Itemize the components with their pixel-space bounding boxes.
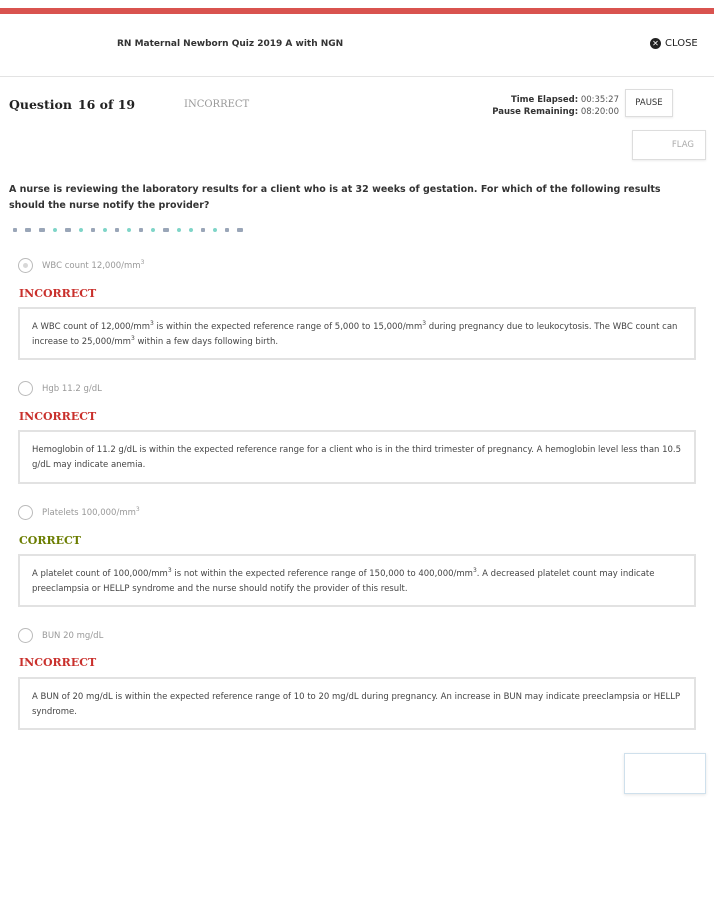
question-dot[interactable] (39, 228, 45, 232)
question-dot[interactable] (177, 228, 181, 232)
answer-option-label: Hgb 11.2 g/dL (42, 383, 102, 394)
time-elapsed-label: Time Elapsed: (510, 95, 579, 105)
timer (492, 94, 619, 118)
answer-explanation: A BUN of 20 mg/dL is within the expected reference range of 10 to 20 mg/dL during pregnancy. An increase in BUN may indicate preeclampsia or HELLP syndrome. (18, 677, 696, 730)
flag-button[interactable]: FLAG (632, 130, 706, 160)
close-icon: ✕ (650, 38, 661, 49)
question-dot[interactable] (53, 228, 57, 232)
pause-remaining-value: 08:20:00 (580, 107, 619, 117)
question-dot[interactable] (213, 228, 217, 232)
radio-unselected[interactable] (18, 381, 33, 396)
answer-explanation: A platelet count of $100,000/mm^3$ is not within the expected reference range of 150,000 to $400,000/mm^3$. A decreased platelet count may indicate preeclampsia or HELLP syndrome and the nurse should notify the provider of this result. (18, 554, 696, 607)
question-navigator (13, 228, 243, 232)
question-dot[interactable] (103, 228, 107, 232)
answer-option-label: WBC count $12,000/mm^3$ (42, 258, 145, 271)
answer-option-wbc[interactable] (18, 258, 144, 273)
question-dot[interactable] (237, 228, 243, 232)
answer-verdict: CORRECT (19, 534, 81, 547)
top-accent-bar (0, 8, 714, 14)
answer-option-bun[interactable] (18, 628, 103, 643)
header-divider (0, 76, 714, 77)
question-dot[interactable] (91, 228, 95, 232)
question-dot[interactable] (127, 228, 131, 232)
question-dot[interactable] (163, 228, 169, 232)
pause-remaining-label: Pause Remaining: (492, 107, 579, 117)
question-progress: 16 of 19 (77, 97, 136, 112)
question-dot[interactable] (151, 228, 155, 232)
pause-button[interactable]: PAUSE (625, 89, 673, 117)
answer-option-label: BUN 20 mg/dL (42, 630, 104, 641)
answer-option-label: Platelets $100,000/mm^3$ (42, 505, 140, 518)
quiz-title: RN Maternal Newborn Quiz 2019 A with NGN (117, 39, 344, 49)
next-button[interactable] (624, 753, 706, 794)
answer-option-platelets[interactable] (18, 505, 140, 520)
time-elapsed-value: 00:35:27 (580, 95, 619, 105)
question-dot[interactable] (25, 228, 31, 232)
question-dot[interactable] (189, 228, 193, 232)
question-dot[interactable] (65, 228, 71, 232)
close-label: CLOSE (665, 38, 698, 49)
question-status: INCORRECT (184, 99, 250, 110)
radio-unselected[interactable] (18, 628, 33, 643)
radio-selected[interactable] (18, 258, 33, 273)
answer-verdict: INCORRECT (19, 656, 97, 669)
question-number (9, 97, 135, 112)
question-dot[interactable] (225, 228, 229, 232)
question-dot[interactable] (79, 228, 83, 232)
radio-unselected[interactable] (18, 505, 33, 520)
question-word: Question (9, 97, 72, 112)
answer-option-hgb[interactable] (18, 381, 102, 396)
question-dot[interactable] (201, 228, 205, 232)
close-button[interactable] (650, 38, 698, 49)
question-text: A nurse is reviewing the laboratory results for a client who is at 32 weeks of gestation. For which of the following results should the nurse notify the provider? (9, 184, 661, 211)
answer-verdict: INCORRECT (19, 287, 97, 300)
answer-explanation: A WBC count of $12,000/mm^3$ is within the expected reference range of 5,000 to $15,000/mm^3$ during pregnancy due to leukocytosis. The WBC count can increase to $25,000/mm^3$ within a few days following birth. (18, 307, 696, 360)
question-dot[interactable] (13, 228, 17, 232)
answer-explanation: Hemoglobin of 11.2 g/dL is within the expected reference range for a client who is in the third trimester of pregnancy. A hemoglobin level less than 10.5 g/dL may indicate anemia. (18, 430, 696, 484)
question-dot[interactable] (115, 228, 119, 232)
answer-verdict: INCORRECT (19, 410, 97, 423)
question-dot[interactable] (139, 228, 143, 232)
